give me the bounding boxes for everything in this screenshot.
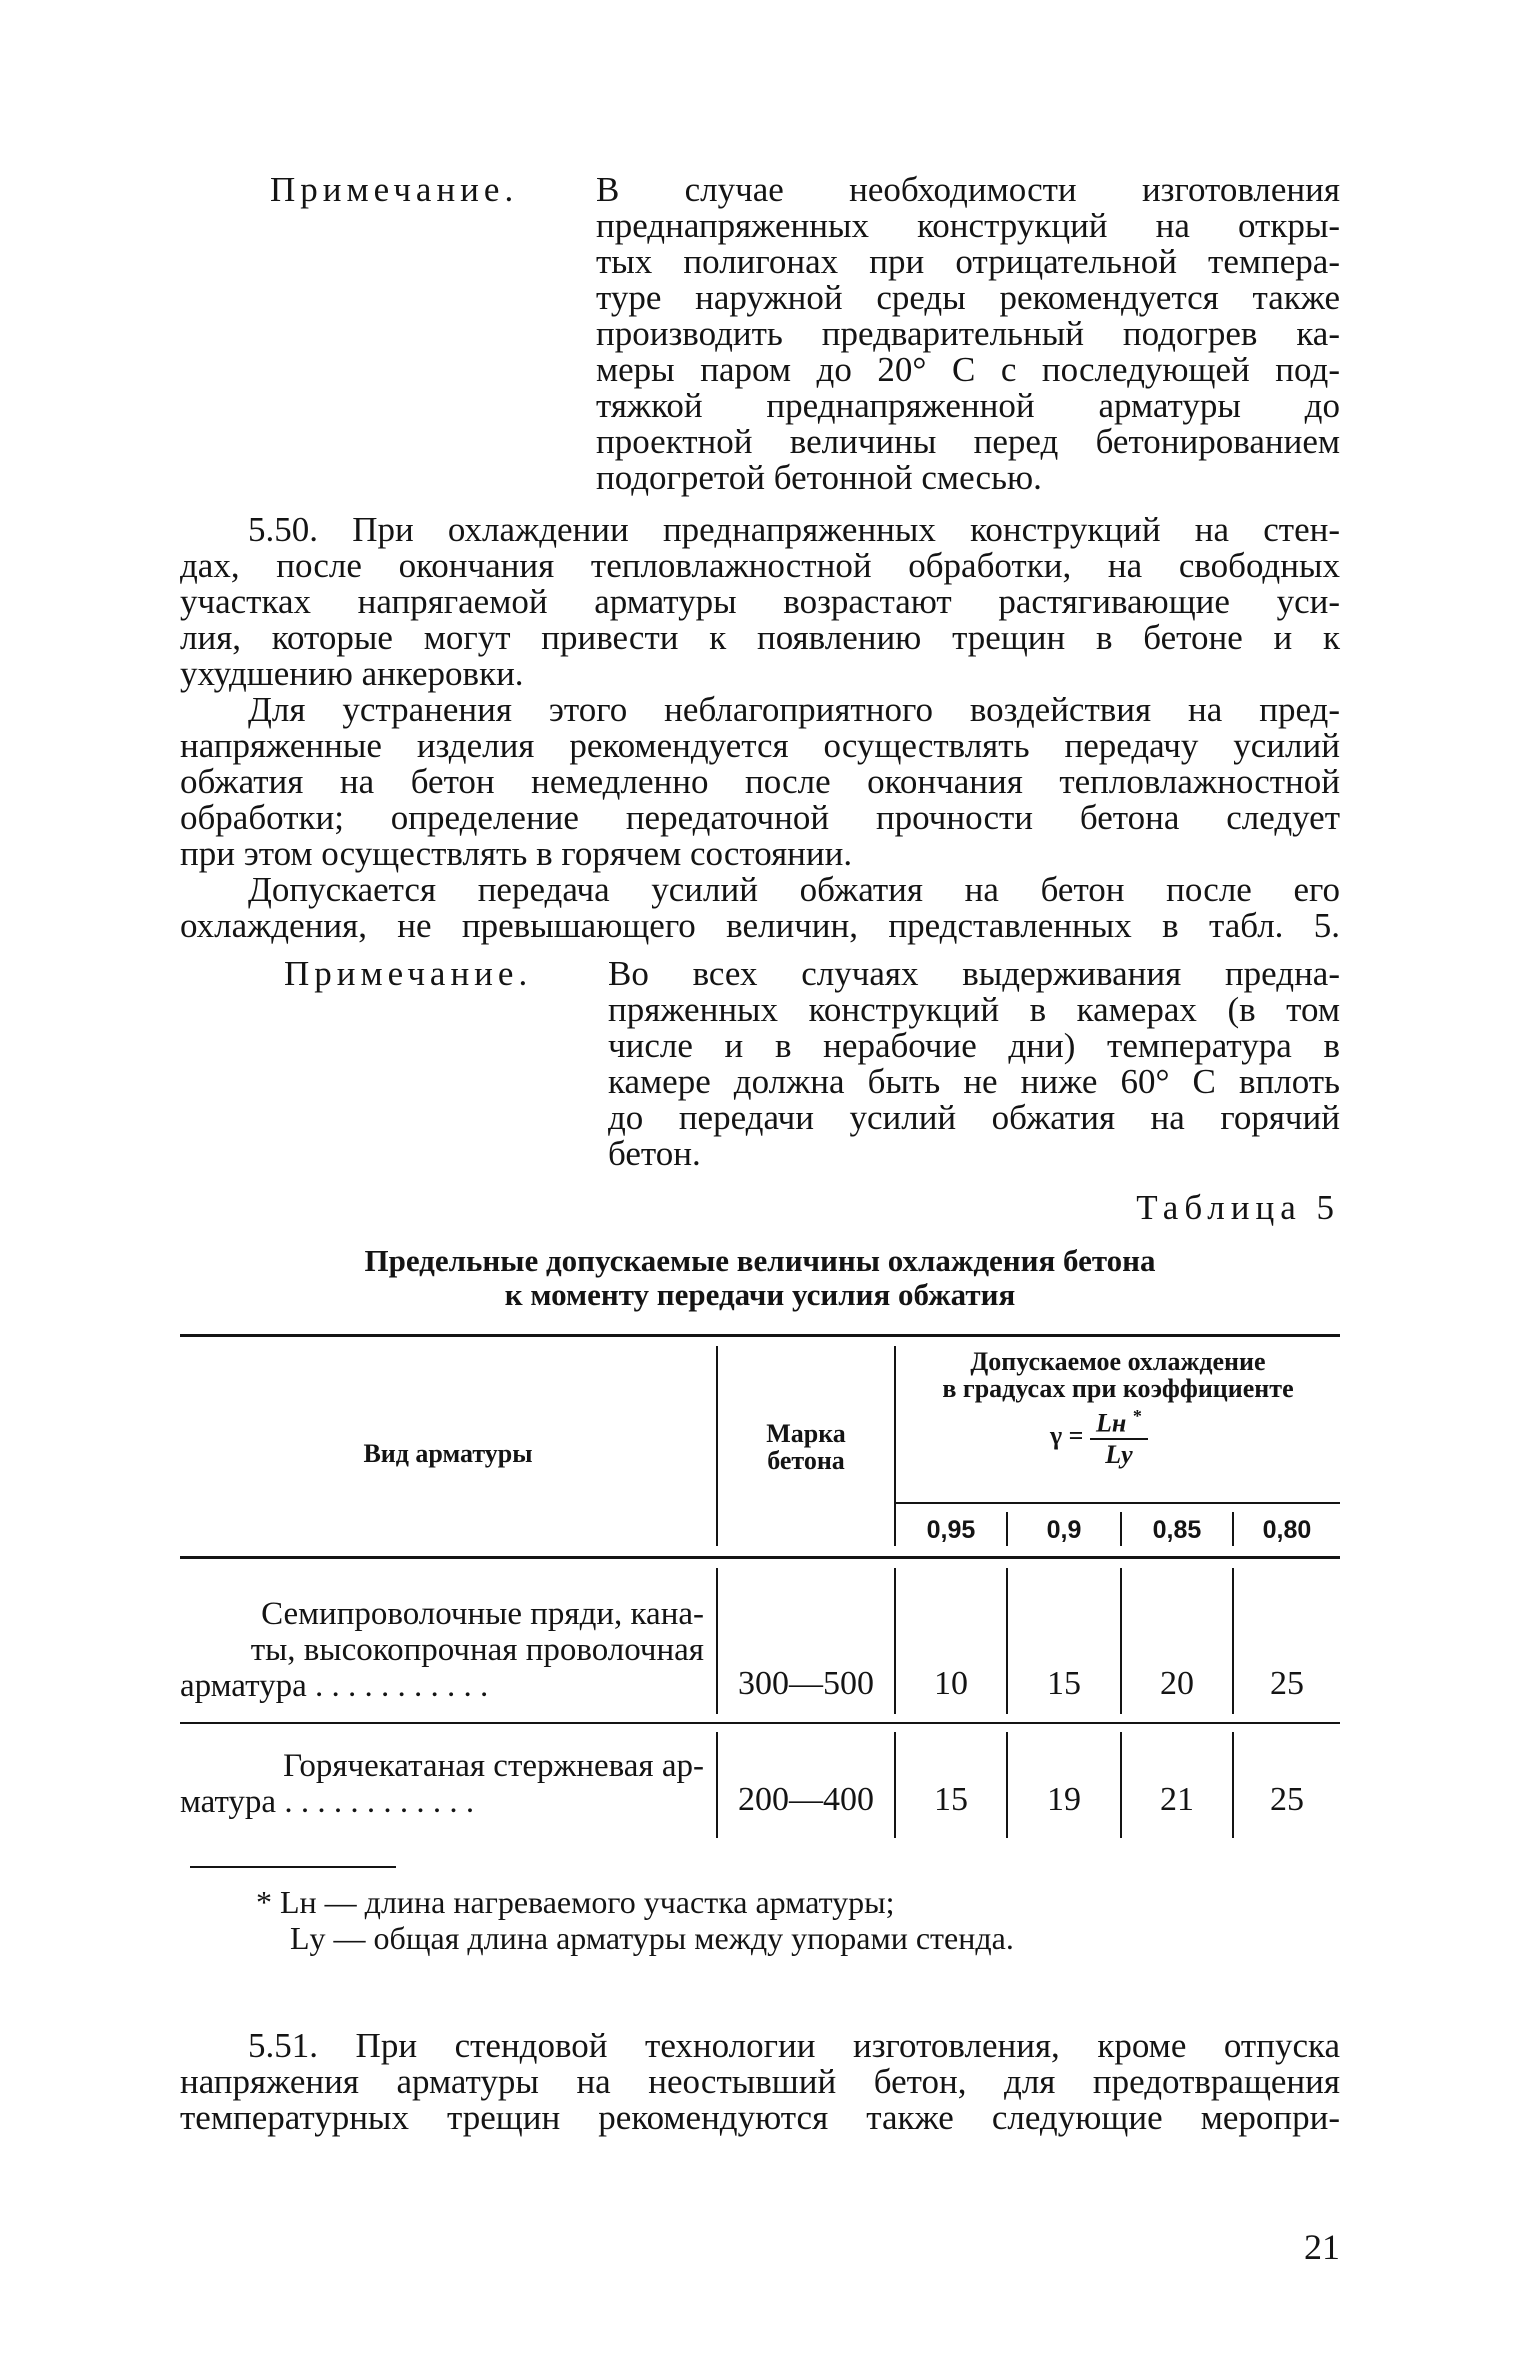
footnote-rule xyxy=(190,1866,396,1868)
paragraph-2 xyxy=(180,692,1340,872)
text-line: производить предварительный подогрев ка- xyxy=(596,314,1340,353)
text-line: до передачи усилий обжатия на горячий xyxy=(608,1098,1340,1137)
text-line: подогретой бетонной смесью. xyxy=(596,458,1042,497)
table-row-2-grade: 200—400 xyxy=(738,1781,874,1818)
table-row-1-type xyxy=(180,1596,704,1704)
text-line: ухудшению анкеровки. xyxy=(180,654,524,693)
text-line: Во всех случаях выдерживания предна- xyxy=(608,954,1340,993)
table-row-divider xyxy=(180,1722,1340,1724)
formula-lhs: γ = xyxy=(1050,1420,1084,1450)
footnote-line-2: Lу — общая длина арматуры между упорами стенда. xyxy=(290,1920,1014,1956)
note-2-body xyxy=(608,956,1340,1172)
footnote-line-1: * Lн — длина нагреваемого участка арматуры; xyxy=(256,1884,895,1920)
table-row-2-value: 19 xyxy=(1047,1781,1081,1818)
header-concrete-grade xyxy=(718,1420,894,1474)
text-line: В случае необходимости изготовления xyxy=(596,170,1340,209)
page-number: 21 xyxy=(1304,2227,1340,2267)
text-line: обжатия на бетон немедленно после окончания тепловлажностной xyxy=(180,762,1340,801)
row-text-line: Горячекатаная стержневая ар- xyxy=(283,1748,704,1784)
text-line: охлаждения, не превышающего величин, представленных в табл. 5. xyxy=(180,906,1340,945)
table-header-bottom-rule xyxy=(180,1556,1340,1559)
header-line: Марка xyxy=(766,1419,846,1448)
coef-095: 0,95 xyxy=(926,1516,976,1544)
coefficient-formula xyxy=(1050,1402,1250,1470)
text-line: бетон. xyxy=(608,1134,701,1173)
text-line: преднапряженных конструкций на откры- xyxy=(596,206,1340,245)
note-2-label: Примечание. xyxy=(284,954,533,993)
table-title xyxy=(180,1244,1340,1312)
table-row-1-value: 10 xyxy=(934,1665,968,1702)
text-line: напряжения арматуры на неостывший бетон, для предотвращения xyxy=(180,2062,1340,2101)
table-row-1-value: 15 xyxy=(1047,1665,1081,1702)
header-line: Допускаемое охлаждение xyxy=(970,1347,1266,1376)
table-row-1-value: 25 xyxy=(1270,1665,1304,1702)
header-line: бетона xyxy=(767,1446,845,1475)
paragraph-3 xyxy=(180,872,1340,944)
text-line: 5.51. При стендовой технологии изготовления, кроме отпуска xyxy=(248,2026,1340,2065)
table-row-1-grade: 300—500 xyxy=(738,1665,874,1702)
note-1-body xyxy=(596,172,1340,496)
header-cooling xyxy=(896,1348,1340,1402)
text-line: тых полигонах при отрицательной темпера- xyxy=(596,242,1340,281)
text-line: температурных трещин рекомендуются также следующие меропри- xyxy=(180,2098,1340,2137)
text-line: обработки; определение передаточной прочности бетона следует xyxy=(180,798,1340,837)
text-line: участках напрягаемой арматуры возрастают растягивающие уси- xyxy=(180,582,1340,621)
table-sub-rule xyxy=(896,1502,1340,1504)
table-title-line: к моменту передачи усилия обжатия xyxy=(504,1277,1016,1312)
text-line: напряженные изделия рекомендуется осуществлять передачу усилий xyxy=(180,726,1340,765)
table-row-2-value: 21 xyxy=(1160,1781,1194,1818)
text-line: пряженных конструкций в камерах (в том xyxy=(608,990,1340,1029)
text-line: меры паром до 20° С с последующей под- xyxy=(596,350,1340,389)
coef-09: 0,9 xyxy=(1046,1516,1082,1544)
footnote-marker: * xyxy=(1132,1406,1142,1426)
section-5-50 xyxy=(180,512,1340,692)
formula-denominator: Lу xyxy=(1105,1439,1133,1469)
text-line: проектной величины перед бетонированием xyxy=(596,422,1340,461)
text-line: Допускается передача усилий обжатия на бетон после его xyxy=(248,870,1340,909)
table-top-rule xyxy=(180,1334,1340,1337)
text-line: числе и в нерабочие дни) температура в xyxy=(608,1026,1340,1065)
text-line: туре наружной среды рекомендуется также xyxy=(596,278,1340,317)
row-text-line: Семипроволочные пряди, кана- xyxy=(261,1596,704,1632)
table-number: Таблица 5 xyxy=(1136,1188,1340,1227)
row-text-line: матура . . . . . . . . . . . . xyxy=(180,1784,475,1820)
table-row-2-type xyxy=(180,1748,704,1820)
text-line: камере должна быть не ниже 60° С вплоть xyxy=(608,1062,1340,1101)
row-text-line: ты, высокопрочная проволочная xyxy=(250,1632,704,1668)
row-text-line: арматура . . . . . . . . . . . xyxy=(180,1668,489,1704)
text-line: дах, после окончания тепловлажностной обработки, на свободных xyxy=(180,546,1340,585)
note-1-label: Примечание. xyxy=(270,170,519,209)
text-line: лия, которые могут привести к появлению трещин в бетоне и к xyxy=(180,618,1340,657)
header-rebar-type: Вид арматуры xyxy=(363,1439,533,1468)
formula-fraction xyxy=(1090,1402,1148,1470)
text-line: при этом осуществлять в горячем состоянии. xyxy=(180,834,853,873)
text-line: 5.50. При охлаждении преднапряженных конструкций на стен- xyxy=(248,510,1340,549)
table-row-2-value: 25 xyxy=(1270,1781,1304,1818)
table-row-2-value: 15 xyxy=(934,1781,968,1818)
text-line: тяжкой преднапряженной арматуры до xyxy=(596,386,1340,425)
text-line: Для устранения этого неблагоприятного воздействия на пред- xyxy=(248,690,1340,729)
header-line: в градусах при коэффициенте xyxy=(942,1374,1294,1403)
section-5-51 xyxy=(180,2028,1340,2136)
table-row-1-value: 20 xyxy=(1160,1665,1194,1702)
coef-085: 0,85 xyxy=(1152,1516,1202,1544)
formula-numerator: Lн xyxy=(1095,1408,1127,1438)
table-title-line: Предельные допускаемые величины охлаждения бетона xyxy=(364,1243,1156,1278)
coef-080: 0,80 xyxy=(1262,1516,1312,1544)
